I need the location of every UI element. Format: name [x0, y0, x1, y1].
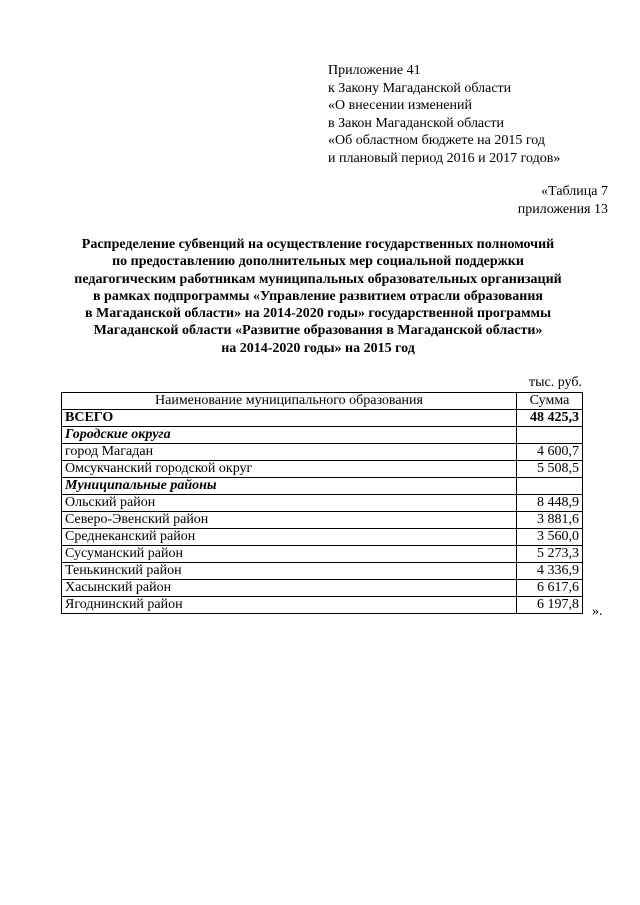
table-row-section	[62, 427, 583, 444]
table-row-total	[62, 410, 583, 427]
table-row	[62, 512, 583, 529]
row-sum: 5 273,3	[517, 546, 583, 563]
title-line: по предоставлению дополнительных мер социальной поддержки	[112, 254, 524, 270]
row-sum: 3 881,6	[517, 512, 583, 529]
table-row	[62, 529, 583, 546]
table-row	[62, 444, 583, 461]
row-sum: 4 336,9	[517, 563, 583, 580]
row-name: Ягоднинский район	[62, 597, 517, 614]
appendix-line: и плановый период 2016 и 2017 годов»	[328, 150, 561, 166]
table-reference	[518, 183, 608, 218]
row-sum: 48 425,3	[517, 410, 583, 427]
row-name: Омсукчанский городской округ	[62, 461, 517, 478]
row-name: Сусуманский район	[62, 546, 517, 563]
title-line: в Магаданской области» на 2014-2020 годы» государственной программы	[84, 306, 552, 322]
appendix-block	[328, 62, 560, 167]
table-row	[62, 580, 583, 597]
table-row-section	[62, 478, 583, 495]
table-reference-line: «Таблица 7	[541, 184, 608, 199]
table-reference-line: приложения 13	[517, 201, 608, 217]
table-row	[62, 461, 583, 478]
row-sum	[517, 478, 583, 495]
title-line: Распределение субвенций на осуществление государственных полномочий	[81, 237, 555, 252]
table-row	[62, 563, 583, 580]
row-name: Тенькинский район	[62, 563, 517, 580]
unit-label: тыс. руб.	[529, 375, 582, 390]
appendix-line: «О внесении изменений	[328, 98, 472, 113]
appendix-line: «Об областном бюджете на 2015 год	[328, 133, 545, 148]
row-sum: 6 617,6	[517, 580, 583, 597]
appendix-line: Приложение 41	[328, 63, 421, 78]
row-name: Ольский район	[62, 495, 517, 512]
row-name: ВСЕГО	[62, 410, 517, 427]
row-name: Северо-Эвенский район	[62, 512, 517, 529]
row-name: город Магадан	[62, 444, 517, 461]
section-heading: Муниципальные районы	[62, 478, 517, 495]
row-sum: 4 600,7	[517, 444, 583, 461]
row-sum: 3 560,0	[517, 529, 583, 546]
title-line: Магаданской области «Развитие образования в Магаданской области»	[93, 323, 543, 339]
table-row	[62, 597, 583, 614]
section-heading: Городские округа	[62, 427, 517, 444]
subvention-table	[61, 392, 583, 614]
header-name: Наименование муниципального образования	[62, 393, 517, 410]
appendix-line: в Закон Магаданской области	[328, 115, 504, 131]
table-row	[62, 495, 583, 512]
row-name: Хасынский район	[62, 580, 517, 597]
title-line: на 2014-2020 годы» на 2015 год	[221, 340, 415, 356]
row-sum: 5 508,5	[517, 461, 583, 478]
header-sum: Сумма	[517, 393, 583, 410]
closing-quote-mark: ».	[592, 604, 603, 619]
row-sum: 8 448,9	[517, 495, 583, 512]
row-sum: 6 197,8	[517, 597, 583, 614]
appendix-line: к Закону Магаданской области	[328, 80, 512, 96]
title-line: педагогическим работникам муниципальных образовательных организаций	[74, 271, 562, 287]
title-line: в рамках подпрограммы «Управление развитием отрасли образования	[92, 288, 544, 304]
table-header-row	[62, 393, 583, 410]
row-sum	[517, 427, 583, 444]
row-name: Среднеканский район	[62, 529, 517, 546]
document-title	[40, 236, 596, 357]
table-row	[62, 546, 583, 563]
